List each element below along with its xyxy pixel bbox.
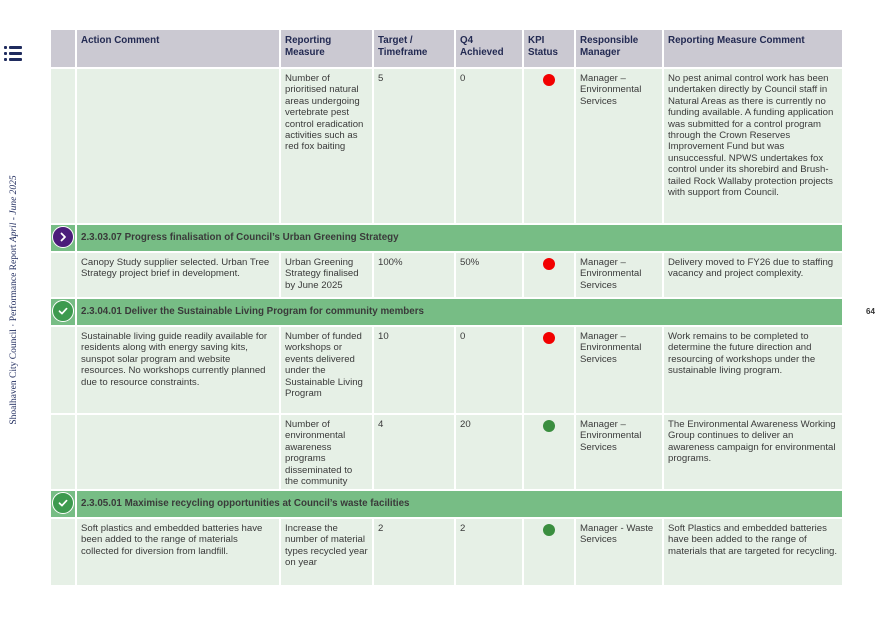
section-header	[50, 490, 843, 518]
kpi-status-dot-red	[543, 258, 555, 270]
header-target: Target / Timeframe	[373, 29, 455, 68]
section-title: 2.3.04.01 Deliver the Sustainable Living Program for community members	[81, 306, 425, 317]
icon-cell	[50, 68, 76, 224]
section-title-cell	[76, 224, 843, 252]
section-title-cell	[76, 490, 843, 518]
q4-achieved: 0	[455, 68, 523, 224]
table-header-row	[50, 29, 843, 68]
kpi-status-dot-green	[543, 420, 555, 432]
action-comment: Soft plastics and embedded batteries have been added to the range of materials collected for diversion from landfill.	[76, 518, 280, 586]
reporting-measure: Number of environmental awareness programs disseminated to the community	[280, 414, 373, 490]
responsible-manager: Manager – Environmental Services	[575, 414, 663, 490]
header-kpi-status: KPI Status	[523, 29, 575, 68]
header-reporting-measure: Reporting Measure	[280, 29, 373, 68]
action-comment: Canopy Study supplier selected. Urban Tree Strategy project brief in development.	[76, 252, 280, 298]
target: 5	[373, 68, 455, 224]
chevron-right-icon	[52, 226, 74, 248]
header-icon-col	[50, 29, 76, 68]
section-title: 2.3.05.01 Maximise recycling opportunities at Council’s waste facilities	[81, 498, 410, 509]
target: 4	[373, 414, 455, 490]
section-title: 2.3.03.07 Progress finalisation of Council’s Urban Greening Strategy	[81, 232, 399, 243]
responsible-manager: Manager – Environmental Services	[575, 326, 663, 414]
kpi-status	[523, 252, 575, 298]
target: 100%	[373, 252, 455, 298]
kpi-status	[523, 518, 575, 586]
measure-comment: The Environmental Awareness Working Group continues to deliver an awareness campaign for environmental programs.	[663, 414, 843, 490]
section-icon-cell	[50, 298, 76, 326]
measure-comment: Soft Plastics and embedded batteries have been added to the range of materials that are targeted for recycling.	[663, 518, 843, 586]
measure-comment: Delivery moved to FY26 due to staffing vacancy and project complexity.	[663, 252, 843, 298]
kpi-status-dot-green	[543, 524, 555, 536]
responsible-manager: Manager – Environmental Services	[575, 252, 663, 298]
target: 2	[373, 518, 455, 586]
kpi-status	[523, 414, 575, 490]
table-row	[50, 252, 843, 298]
reporting-measure: Increase the number of material types recycled year on year	[280, 518, 373, 586]
section-header	[50, 224, 843, 252]
kpi-status	[523, 68, 575, 224]
table-row	[50, 326, 843, 414]
kpi-status	[523, 326, 575, 414]
icon-cell	[50, 252, 76, 298]
q4-achieved: 50%	[455, 252, 523, 298]
action-comment	[76, 68, 280, 224]
header-q4-achieved: Q4 Achieved	[455, 29, 523, 68]
measure-comment: Work remains to be completed to determine the future direction and resourcing of workshops under the sustainable living program.	[663, 326, 843, 414]
reporting-measure: Number of prioritised natural areas undergoing vertebrate pest control eradication activities such as red fox baiting	[280, 68, 373, 224]
header-measure-comment: Reporting Measure Comment	[663, 29, 843, 68]
action-comment: Sustainable living guide readily available for residents along with energy saving kits, sunspot solar program and website resources. No workshops currently planned due to resource constraints.	[76, 326, 280, 414]
table-row	[50, 518, 843, 586]
header-responsible-manager: Responsible Manager	[575, 29, 663, 68]
icon-cell	[50, 326, 76, 414]
report-title-main: Shoalhaven City Council · Performance Report	[9, 242, 19, 425]
measure-comment: No pest animal control work has been undertaken directly by Council staff in Natural Areas as there is currently no funding available. A funding application was submitted for a control program through the Crown Reserves Improvement Fund but was unsuccessful. NPWS undertakes fox control under its shorebird and Brush-tailed Rock Wallaby protection projects with support from Council.	[663, 68, 843, 224]
list-icon[interactable]	[4, 46, 22, 62]
section-title-cell	[76, 298, 843, 326]
table-row	[50, 68, 843, 224]
kpi-status-dot-red	[543, 332, 555, 344]
report-title-period: April - June 2025	[9, 175, 19, 243]
target: 10	[373, 326, 455, 414]
checkmark-icon	[52, 492, 74, 514]
page-number: 64	[866, 307, 875, 316]
report-title	[9, 175, 19, 424]
responsible-manager: Manager – Environmental Services	[575, 68, 663, 224]
reporting-measure: Number of funded workshops or events delivered under the Sustainable Living Program	[280, 326, 373, 414]
checkmark-icon	[52, 300, 74, 322]
table-row	[50, 414, 843, 490]
performance-table	[49, 28, 844, 587]
section-icon-cell	[50, 490, 76, 518]
action-comment	[76, 414, 280, 490]
icon-cell	[50, 518, 76, 586]
q4-achieved: 20	[455, 414, 523, 490]
icon-cell	[50, 414, 76, 490]
responsible-manager: Manager - Waste Services	[575, 518, 663, 586]
kpi-status-dot-red	[543, 74, 555, 86]
section-header	[50, 298, 843, 326]
reporting-measure: Urban Greening Strategy finalised by June 2025	[280, 252, 373, 298]
header-action-comment: Action Comment	[76, 29, 280, 68]
q4-achieved: 0	[455, 326, 523, 414]
section-icon-cell	[50, 224, 76, 252]
q4-achieved: 2	[455, 518, 523, 586]
